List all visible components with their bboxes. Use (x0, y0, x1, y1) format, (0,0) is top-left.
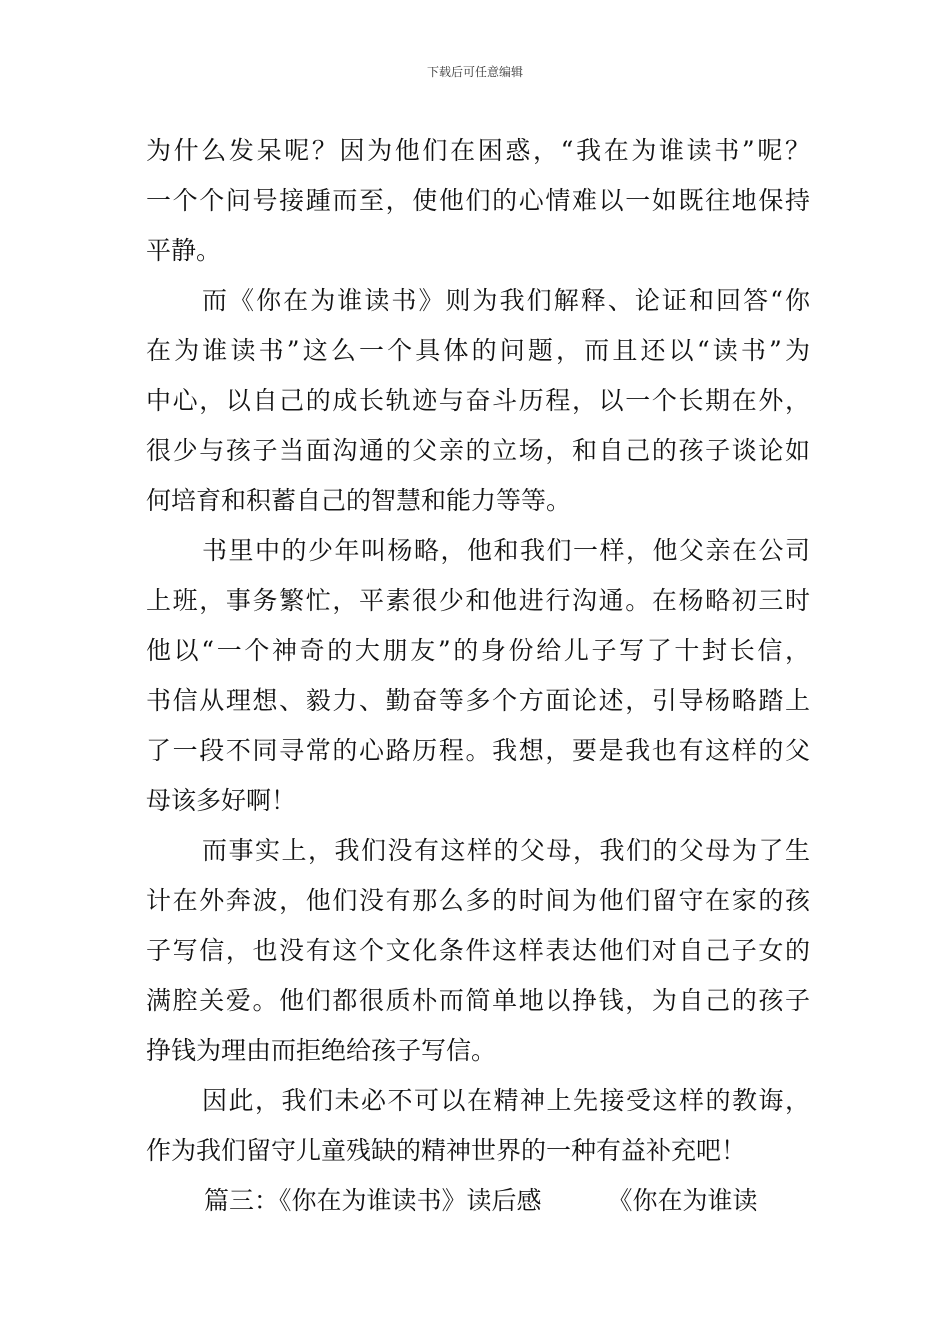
text-line: 作为我们留守儿童残缺的精神世界的一种有益补充吧！ (146, 1136, 747, 1165)
text-line: 计在外奔波，他们没有那么多的时间为他们留守在家的孩 (146, 886, 810, 915)
text-line: 母该多好啊！ (146, 786, 297, 815)
paragraph-first-line: 而《你在为谁读书》则为我们解释、论证和回答“你 (202, 286, 810, 315)
text-line: 挣钱为理由而拒绝给孩子写信。 (146, 1036, 497, 1065)
document-body (146, 126, 810, 1226)
text-line: 书信从理想、毅力、勤奋等多个方面论述，引导杨略踏上 (146, 686, 810, 715)
text-line: 一个个问号接踵而至，使他们的心情难以一如既往地保持 (146, 186, 810, 215)
section-heading (146, 1176, 810, 1226)
paragraph-first-line: 因此，我们未必不可以在精神上先接受这样的教诲， (202, 1086, 810, 1115)
text-line: 他以“一个神奇的大朋友”的身份给儿子写了十封长信， (146, 636, 810, 665)
section-heading-continuation: 《你在为谁读 (607, 1186, 758, 1215)
section-heading-title: 篇三：《你在为谁读书》读后感 (204, 1186, 542, 1215)
text-line: 很少与孩子当面沟通的父亲的立场，和自己的孩子谈论如 (146, 436, 810, 465)
text-line: 子写信，也没有这个文化条件这样表达他们对自己子女的 (146, 936, 810, 965)
paragraph-first-line: 书里中的少年叫杨略，他和我们一样，他父亲在公司 (202, 536, 810, 565)
page-header: 下载后可任意编辑 (426, 65, 523, 79)
paragraph-first-line: 而事实上，我们没有这样的父母，我们的父母为了生 (202, 836, 810, 865)
text-line: 何培育和积蓄自己的智慧和能力等等。 (146, 486, 572, 515)
text-line: 在为谁读书”这么一个具体的问题，而且还以“读书”为 (146, 336, 810, 365)
text-line: 平静。 (146, 236, 222, 265)
text-line: 上班，事务繁忙，平素很少和他进行沟通。在杨略初三时 (146, 586, 810, 615)
text-line: 了一段不同寻常的心路历程。我想，要是我也有这样的父 (146, 736, 810, 765)
text-line: 中心，以自己的成长轨迹与奋斗历程，以一个长期在外， (146, 386, 810, 415)
text-line: 满腔关爱。他们都很质朴而简单地以挣钱，为自己的孩子 (146, 986, 810, 1015)
text-line: 为什么发呆呢？因为他们在困惑，“我在为谁读书”呢？ (146, 136, 810, 165)
